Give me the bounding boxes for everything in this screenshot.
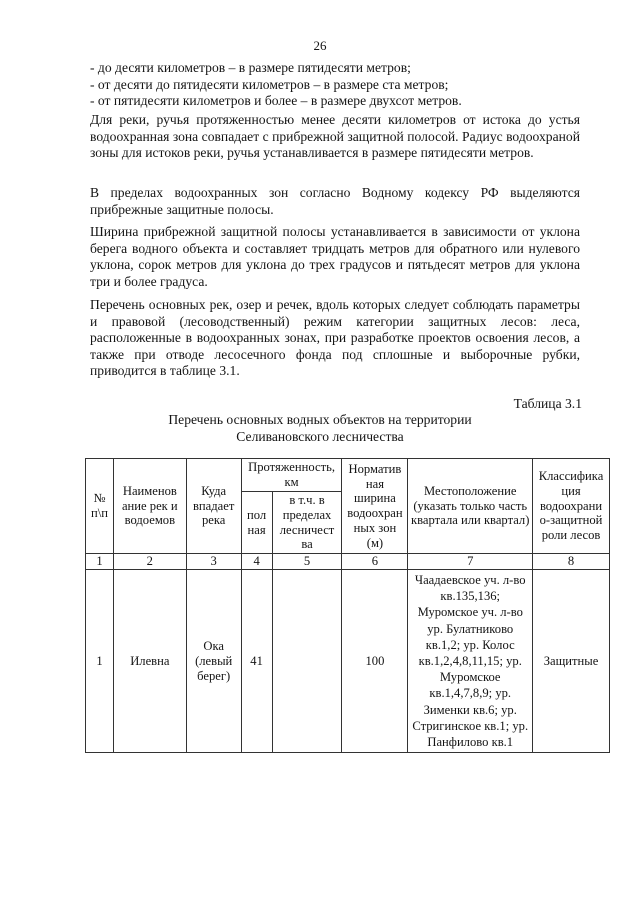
- column-number: 4: [241, 554, 272, 570]
- column-number: 3: [186, 554, 241, 570]
- table-header-row: [86, 459, 610, 492]
- column-numbers-row: [86, 554, 610, 570]
- paragraph-rivers-list: [90, 297, 580, 380]
- column-number: 1: [86, 554, 114, 570]
- cell-length-forest: [272, 569, 342, 752]
- paragraph-body: уклона берега водного объекта и составляет тридцать метров для обратного или нулевого уклона, сорок метров для уклона до трех градусов и пятьдесят метров для уклона три и более градуса.: [90, 224, 580, 289]
- column-number: 8: [533, 554, 610, 570]
- column-number: 7: [408, 554, 533, 570]
- paragraph-body: параметры и правовой (лесоводственный) режим категории защитных лесов: леса, расположенные в водоохранных зонах, при разработке проектов освоения лесов, а также при отводе лесосечного фонда под сплошные и выборочные рубки, приводится в таблице 3.1.: [90, 297, 580, 379]
- bullet-item: - от десяти до пятидесяти километров – в размере ста метров;: [90, 76, 449, 92]
- header-norm-width: Норматив ная ширина водоохран ных зон (м): [342, 459, 408, 554]
- bullet-item: - до десяти километров – в размере пятидесяти метров;: [90, 60, 411, 75]
- header-flows-into: Куда впадает река: [186, 459, 241, 554]
- paragraph-first-line: В пределах водоохранных зон согласно Водному кодексу РФ выделяются: [90, 185, 580, 200]
- cell-norm-width: 100: [342, 569, 408, 752]
- header-location: Местоположение (указать только часть квартала или квартал): [408, 459, 533, 554]
- cell-num: 1: [86, 569, 114, 752]
- cell-name: Илевна: [113, 569, 186, 752]
- page-number: 26: [313, 38, 327, 53]
- paragraph-water-zone-radius: [90, 112, 580, 162]
- paragraph-first-line: Перечень основных рек, озер и речек, вдоль которых следует соблюдать: [90, 297, 514, 312]
- header-length: Протяженность, км: [241, 459, 342, 492]
- cell-length-full: 41: [241, 569, 272, 752]
- column-number: 2: [113, 554, 186, 570]
- bullet-list: [90, 60, 580, 110]
- table-title-line: Перечень основных водных объектов на территории: [168, 412, 472, 427]
- header-name: Наименов ание рек и водоемов: [113, 459, 186, 554]
- cell-flows-into: Ока (левый берег): [186, 569, 241, 752]
- cell-location: Чаадаевское уч. л-во кв.135,136; Муромское уч. л-во ур. Булатниково кв.1,2; ур. Колос кв.1,2,4,8,11,15; ур. Муромское кв.1,4,7,8,9; ур. Зименки кв.6; ур. Стригинское кв.1; ур. Панфилово кв.1: [408, 569, 533, 752]
- paragraph-body: прибрежные защитные полосы.: [90, 201, 274, 217]
- table-title-line: Селивановского лесничества: [236, 428, 404, 444]
- header-classification: Классифика ция водоохрани о-защитной роли лесов: [533, 459, 610, 554]
- table-row: [86, 569, 610, 752]
- paragraph-protective-strips: [90, 185, 580, 218]
- table-label: Таблица 3.1: [513, 396, 582, 411]
- water-objects-table: [85, 458, 610, 753]
- paragraph-body: устья водоохранная зона совпадает с прибрежной защитной полосой. Радиус водоохраной зоны для истоков реки, ручья устанавливается в размере пятидесяти метров.: [90, 112, 580, 161]
- header-length-forest: в т.ч. в пределах лесничест ва: [272, 492, 342, 554]
- column-number: 5: [272, 554, 342, 570]
- paragraph-first-line: Для реки, ручья протяженностью менее десяти километров от истока до: [90, 112, 542, 127]
- header-length-full: пол ная: [241, 492, 272, 554]
- table-title: [0, 412, 640, 445]
- paragraph-strip-width: [90, 224, 580, 290]
- paragraph-first-line: Ширина прибрежной защитной полосы устанавливается в зависимости от: [90, 224, 535, 239]
- cell-classification: Защитные: [533, 569, 610, 752]
- header-num: № п\п: [86, 459, 114, 554]
- bullet-item: - от пятидесяти километров и более – в размере двухсот метров.: [90, 93, 462, 109]
- column-number: 6: [342, 554, 408, 570]
